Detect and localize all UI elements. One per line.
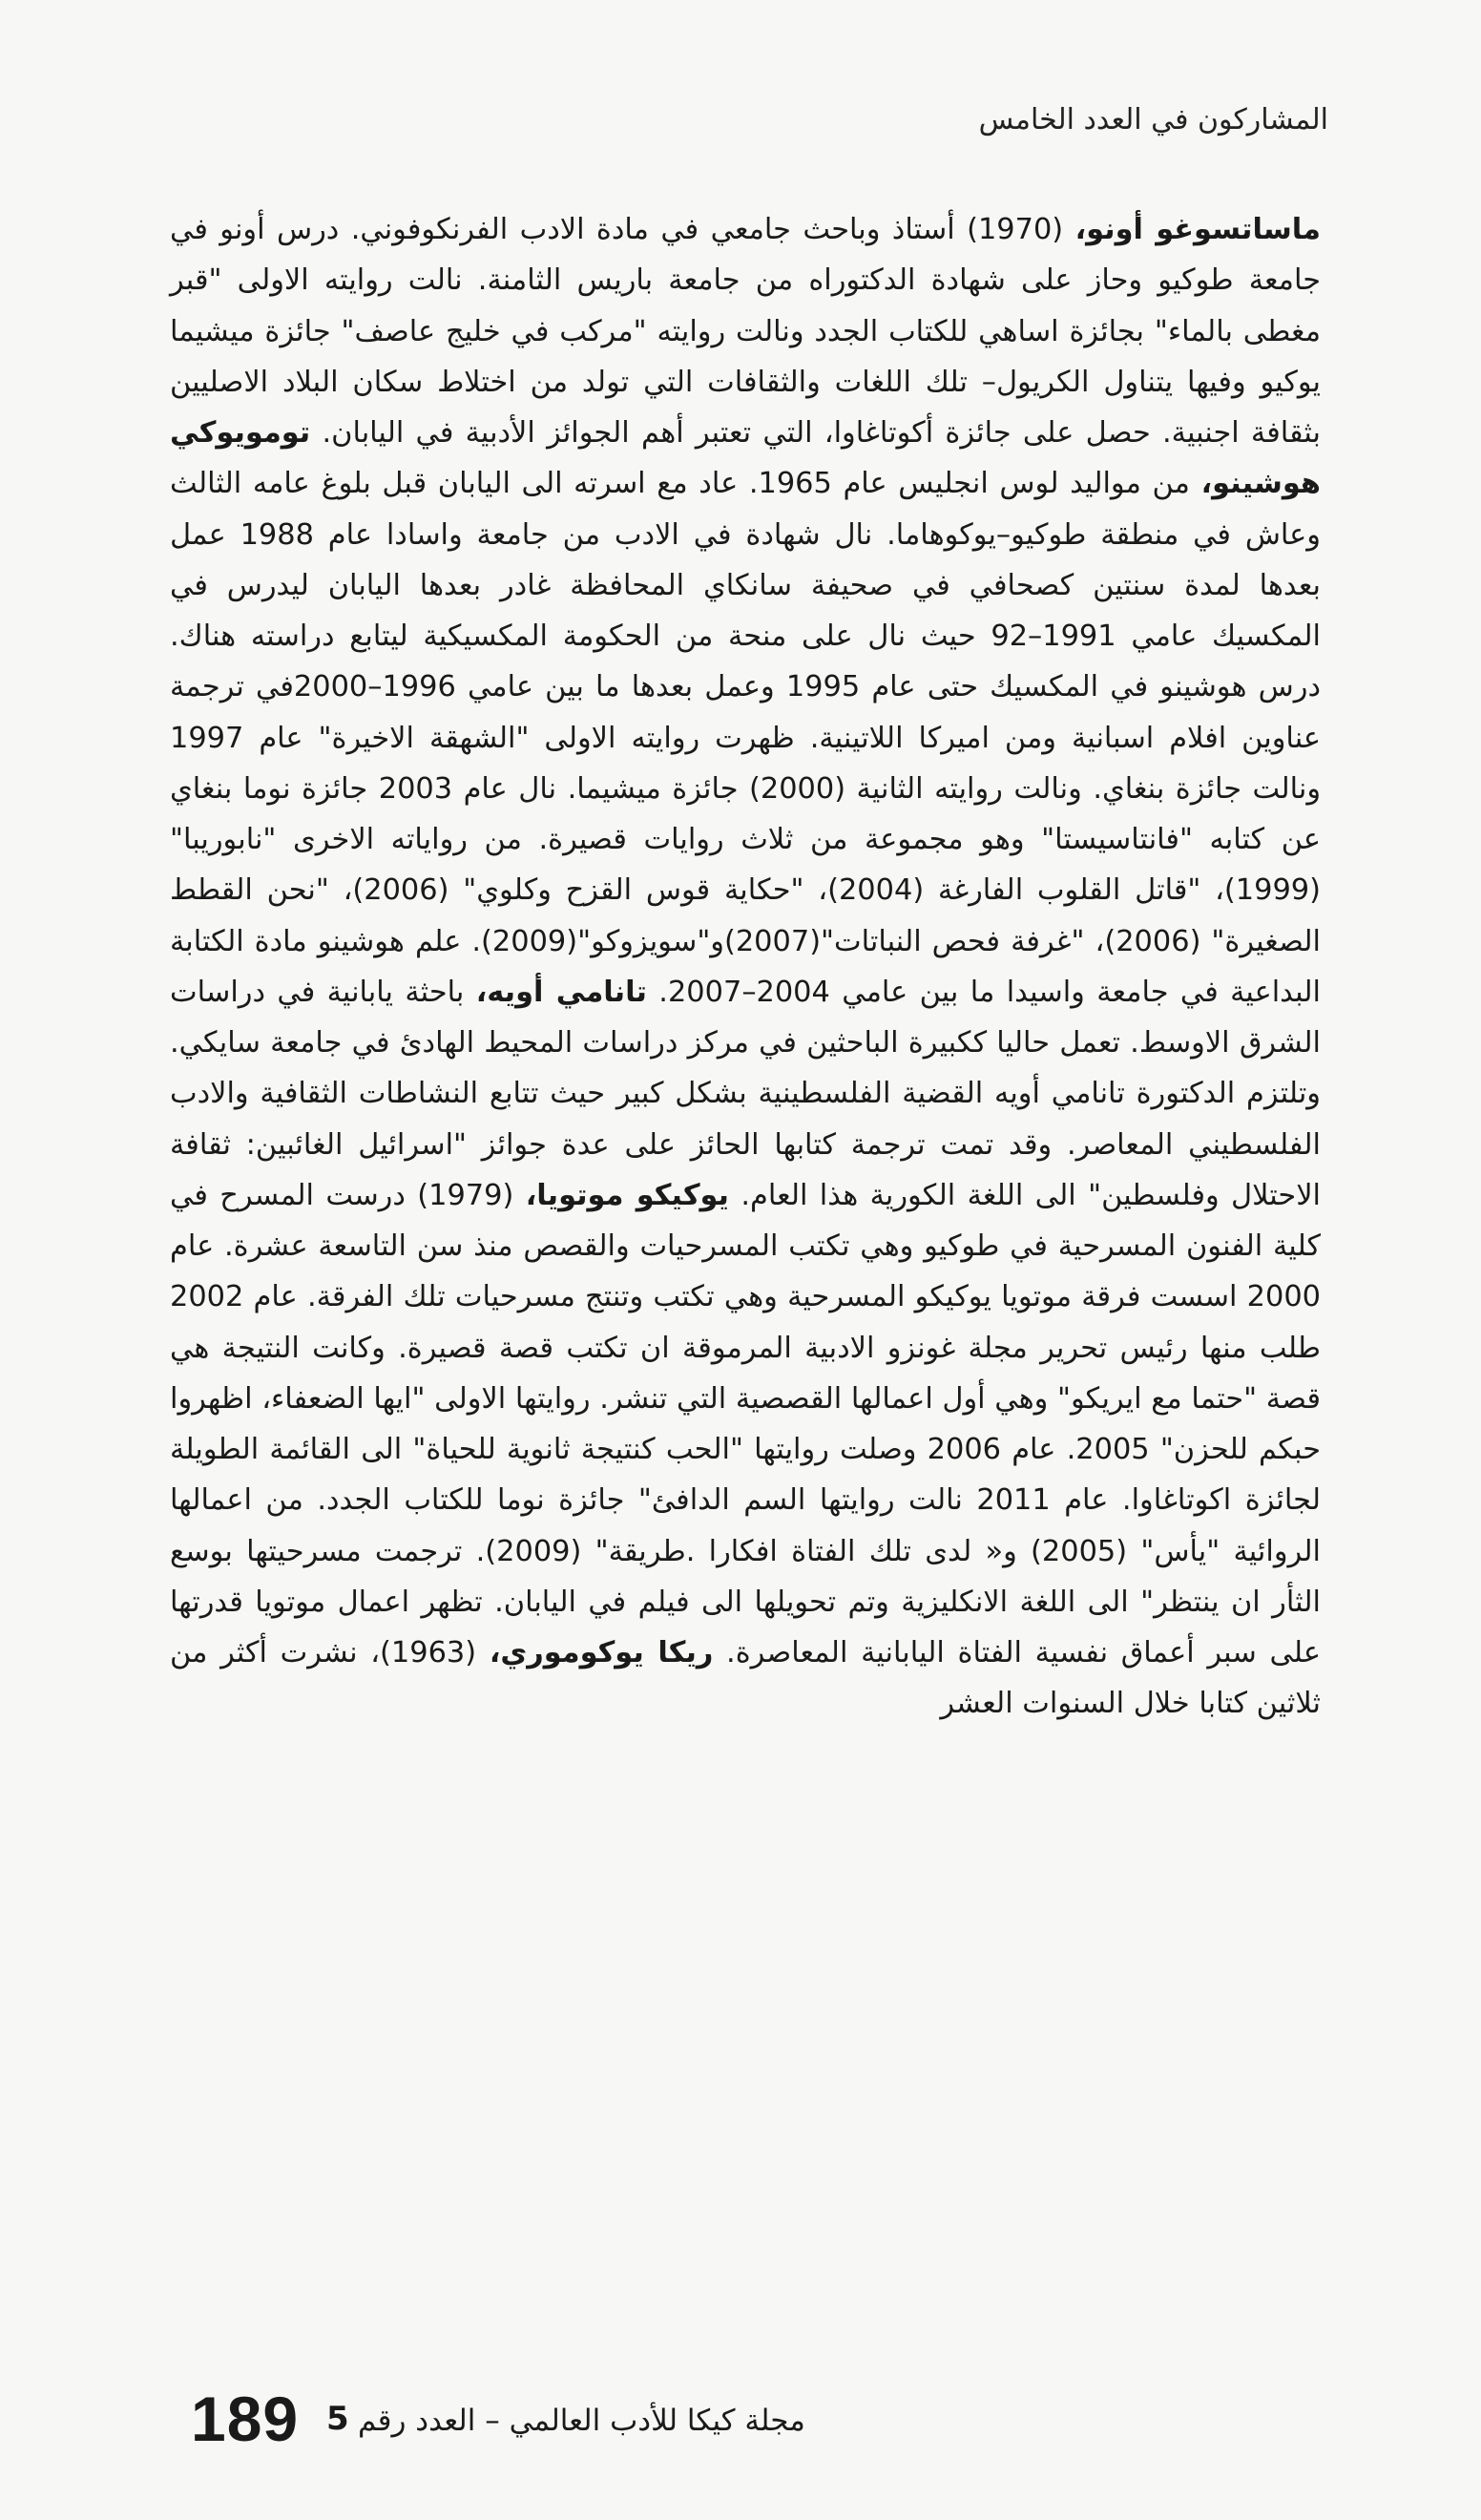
page-number: 189	[191, 2384, 300, 2454]
contributor-bio: (1970) أستاذ وباحث جامعي في مادة الادب الفرنكوفوني. درس أونو في جامعة طوكيو وحاز على شهادة الدكتوراه من جامعة باريس الثامنة. نالت روايته الاولى "قبر مغطى بالماء" بجائزة اساهي للكتاب الجدد ونالت روايته "مركب في خليج عاصف" جائزة ميشيما يوكيو وفيها يتناول الكريول– تلك اللغات والثقافات التي تولد من اختلاط سكان البلاد الاصليين بثقافة اجنبية. حصل على جائزة أكوتاغاوا، التي تعتبر أهم الجوائز الأدبية في اليابان.	[170, 213, 1321, 450]
contributor-name: يوكيكو موتويا،	[525, 1178, 729, 1212]
journal-title: مجلة كيكا للأدب العالمي – العدد رقم	[358, 2404, 805, 2438]
contributor-bio: (1979) درست المسرح في كلية الفنون المسرحية في طوكيو وهي تكتب المسرحيات والقصص منذ سن التاسعة عشرة. عام 2000 اسست فرقة موتويا يوكيكو المسرحية وهي تكتب وتنتج مسرحيات تلك الفرقة. عام 2002 طلب منها رئيس تحرير مجلة غونزو الادبية المرموقة ان تكتب قصة قصيرة. وكانت النتيجة هي قصة "حتما مع ايريكو" وهي أول اعمالها القصصية التي تنشر. روايتها الاولى "ايها الضعفاء، اظهروا حبكم للحزن" 2005. عام 2006 وصلت روايتها "الحب كنتيجة ثانوية للحياة" الى القائمة الطويلة لجائزة اكوتاغاوا. عام 2011 نالت روايتها السم الدافئ" جائزة نوما للكتاب الجدد. من اعمالها الروائية "يأس" (2005) و« لدى تلك الفتاة افكارا .طريقة" (2009). ترجمت مسرحيتها بوسع الثأر ان ينتظر" الى اللغة الانكليزية وتم تحويلها الى فيلم في اليابان. تظهر اعمال موتويا قدرتها على سبر أعماق نفسية الفتاة اليابانية المعاصرة.	[170, 1178, 1321, 1670]
contributor-bio: باحثة يابانية في دراسات الشرق الاوسط. تعمل حاليا ككبيرة الباحثين في مركز دراسات المحيط الهادئ في جامعة سايكي. وتلتزم الدكتورة تانامي أويه القضية الفلسطينية بشكل كبير حيث تتابع النشاطات الثقافية والادب الفلسطيني المعاصر. وقد تمت ترجمة كتابها الحائز على عدة جوائز "اسرائيل الغائبين: ثقافة الاحتلال وفلسطين" الى اللغة الكورية هذا العام.	[170, 975, 1321, 1212]
contributor-bio: (1963)، نشرت أكثر من ثلاثين كتابا خلال السنوات العشر	[170, 1636, 1321, 1721]
running-header: المشاركون في العدد الخامس	[978, 103, 1328, 136]
contributor-name: تانامي أويه،	[475, 975, 647, 1009]
body-text	[170, 204, 1321, 1730]
contributor-name: ماساتسوغو أونو،	[1074, 213, 1321, 246]
contributor-name: ريكا يوكوموري،	[489, 1636, 714, 1670]
contributor-name: تومويوكي هوشينو،	[170, 416, 1321, 501]
page-footer	[191, 2381, 1317, 2457]
issue-number: 5	[326, 2400, 349, 2438]
contributor-bio: من مواليد لوس انجليس عام 1965. عاد مع اسرته الى اليابان قبل بلوغ عامه الثالث وعاش في منطقة طوكيو–يوكوهاما. نال شهادة في الادب من جامعة واسادا عام 1988 عمل بعدها لمدة سنتين كصحافي في صحيفة سانكاي المحافظة غادر بعدها اليابان ليدرس في المكسيك عامي 1991–92 حيث نال على منحة من الحكومة المكسيكية ليتابع دراسته هناك. درس هوشينو في المكسيك حتى عام 1995 وعمل بعدها ما بين عامي 1996–2000في ترجمة عناوين افلام اسبانية ومن اميركا اللاتينية. ظهرت روايته الاولى "الشهقة الاخيرة" عام 1997 ونالت جائزة بنغاي. ونالت روايته الثانية (2000) جائزة ميشيما. نال عام 2003 جائزة نوما بنغاي عن كتابه "فانتاسيستا" وهو مجموعة من ثلاث روايات قصيرة. من رواياته الاخرى "نابوريبا" (1999)، "قاتل القلوب الفارغة (2004)، "حكاية قوس القزح وكلوي" (2006)، "نحن القطط الصغيرة" (2006)، "غرفة فحص النباتات"(2007)و"سويزوكو"(2009). علم هوشينو مادة الكتابة البداعية في جامعة واسيدا ما بين عامي 2004–2007.	[170, 467, 1321, 1009]
